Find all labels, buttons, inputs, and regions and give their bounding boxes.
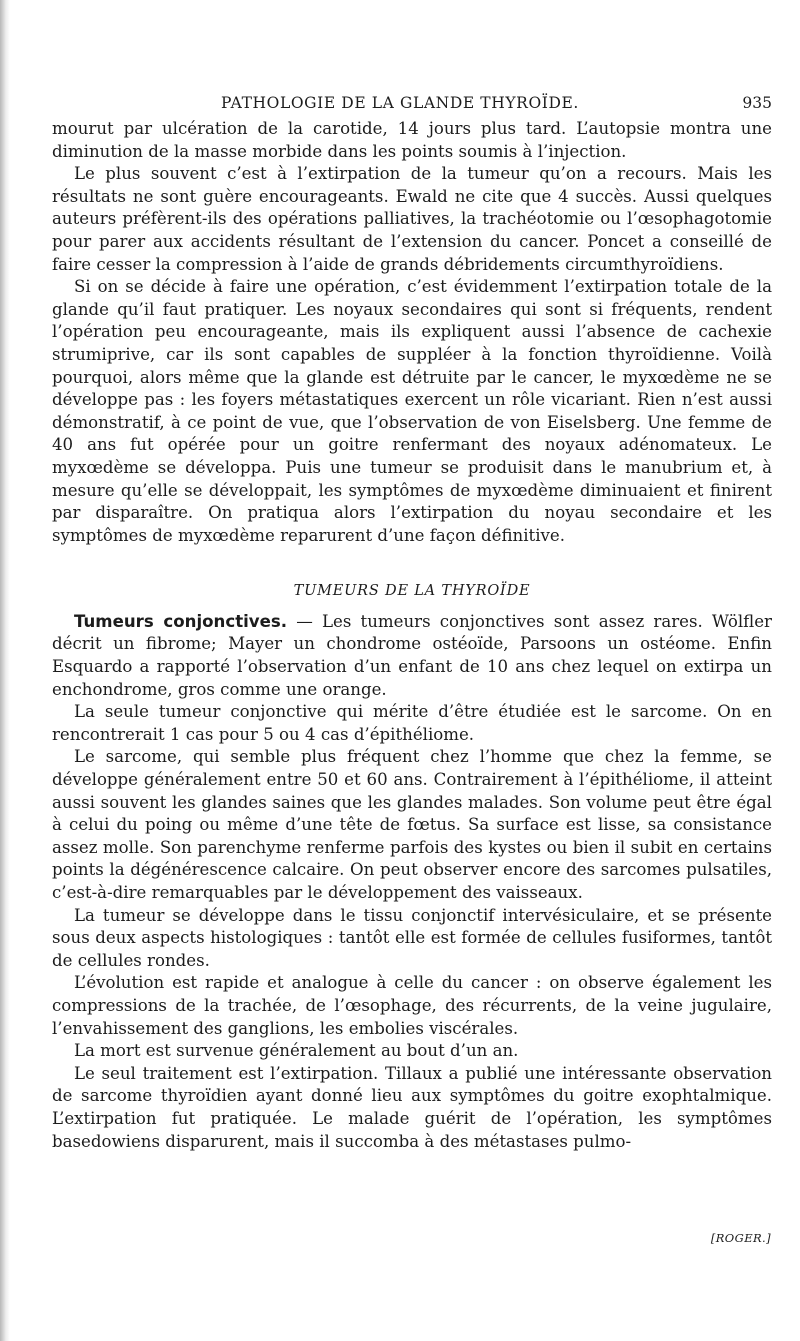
runin-text: — Les tumeurs conjonctives sont assez rares. Wölfler décrit un fibrome; Mayer un chondrome ostéoïde, Parsoons un ostéome. Enfin Esquardo a rapporté l’observation d’un enfant de 10 ans chez lequel on extirpa un enchondrome, gros comme une orange. [52, 611, 772, 699]
paragraph: La mort est survenue généralement au bout d’un an. [74, 1041, 519, 1061]
page-number: 935 [742, 94, 772, 112]
paragraph: La seule tumeur conjonctive qui mérite d’être étudiée est le sarcome. On en rencontrerait 1 cas pour 5 ou 4 cas d’épithéliome. [52, 702, 772, 744]
running-head-title: PATHOLOGIE DE LA GLANDE THYROÏDE. [221, 94, 579, 112]
section-title: TUMEURS DE LA THYROÏDE [293, 583, 531, 600]
paragraph: Le plus souvent c’est à l’extirpation de la tumeur qu’on a recours. Mais les résultats ne sont guère encourageants. Ewald ne cite que 4 succès. Aussi quelques auteurs préfèrent-ils des opérations palliatives, la trachéotomie ou l’œsophagotomie pour parer aux accidents résultant de l’extension du cancer. Poncet a conseillé de faire cesser la compression à l’aide de grands débridements circumthyroïdiens. [52, 164, 772, 274]
running-head [0, 94, 800, 116]
paragraph: La tumeur se développe dans le tissu conjonctif intervésiculaire, et se présente sous deux aspects histologiques : tantôt elle est formée de cellules fusiformes, tantôt de cellules rondes. [52, 905, 772, 970]
paragraph: mourut par ulcération de la carotide, 14 jours plus tard. L’autopsie montra une diminution de la masse morbide dans les points soumis à l’injection. [52, 119, 772, 161]
runin-heading: Tumeurs conjonctives. [74, 611, 288, 631]
signature-mark: [ROGER.] [710, 1231, 771, 1245]
paragraph: Si on se décide à faire une opération, c’est évidemment l’extirpation totale de la glande qu’il faut pratiquer. Les noyaux secondaires qui sont si fréquents, rendent l’opération peu encourageante, mais ils expliquent aussi l’absence de cachexie strumiprive, car ils sont capables de suppléer à la fonction thyroïdienne. Voilà pourquoi, alors même que la glande est détruite par le cancer, le myxœdème ne se développe pas : les foyers métastatiques exercent un rôle vicariant. Rien n’est aussi démonstratif, à ce point de vue, que l’observation de von Eiselsberg. Une femme de 40 ans fut opérée pour un goitre renfermant des noyaux adénomateux. Le myxœdème se développa. Puis une tumeur se produisit dans le manubrium et, à mesure qu’elle se développait, les symptômes de myxœdème diminuaient et finirent par disparaître. On pratiqua alors l’extirpation du noyau secondaire et les symptômes de myxœdème reparurent d’une façon définitive. [52, 277, 772, 545]
paragraph: Le sarcome, qui semble plus fréquent chez l’homme que chez la femme, se développe généralement entre 50 et 60 ans. Contrairement à l’épithéliome, il atteint aussi souvent les glandes saines que les glandes malades. Son volume peut être égal à celui du poing ou même d’une tête de fœtus. Sa surface est lisse, sa consistance assez molle. Son parenchyme renferme parfois des kystes ou bien il subit en certains points la dégénérescence calcaire. On peut observer encore des sarcomes pulsatiles, c’est-à-dire remarquables par le développement des vaisseaux. [52, 747, 772, 902]
page-binding-shadow [0, 0, 10, 1341]
paragraph-runin [52, 611, 772, 701]
page-body [52, 118, 772, 1153]
paragraph: Le seul traitement est l’extirpation. Tillaux a publié une intéressante observation de sarcome thyroïdien ayant donné lieu aux symptômes du goitre exophtalmique. L’extirpation fut pratiquée. Le malade guérit de l’opération, les symptômes basedowiens disparurent, mais il succomba à des métastases pulmo- [52, 1063, 772, 1151]
paragraph: L’évolution est rapide et analogue à celle du cancer : on observe également les compressions de la trachée, de l’œsophage, des récurrents, de la veine jugulaire, l’envahissement des ganglions, les embolies viscérales. [52, 973, 772, 1038]
